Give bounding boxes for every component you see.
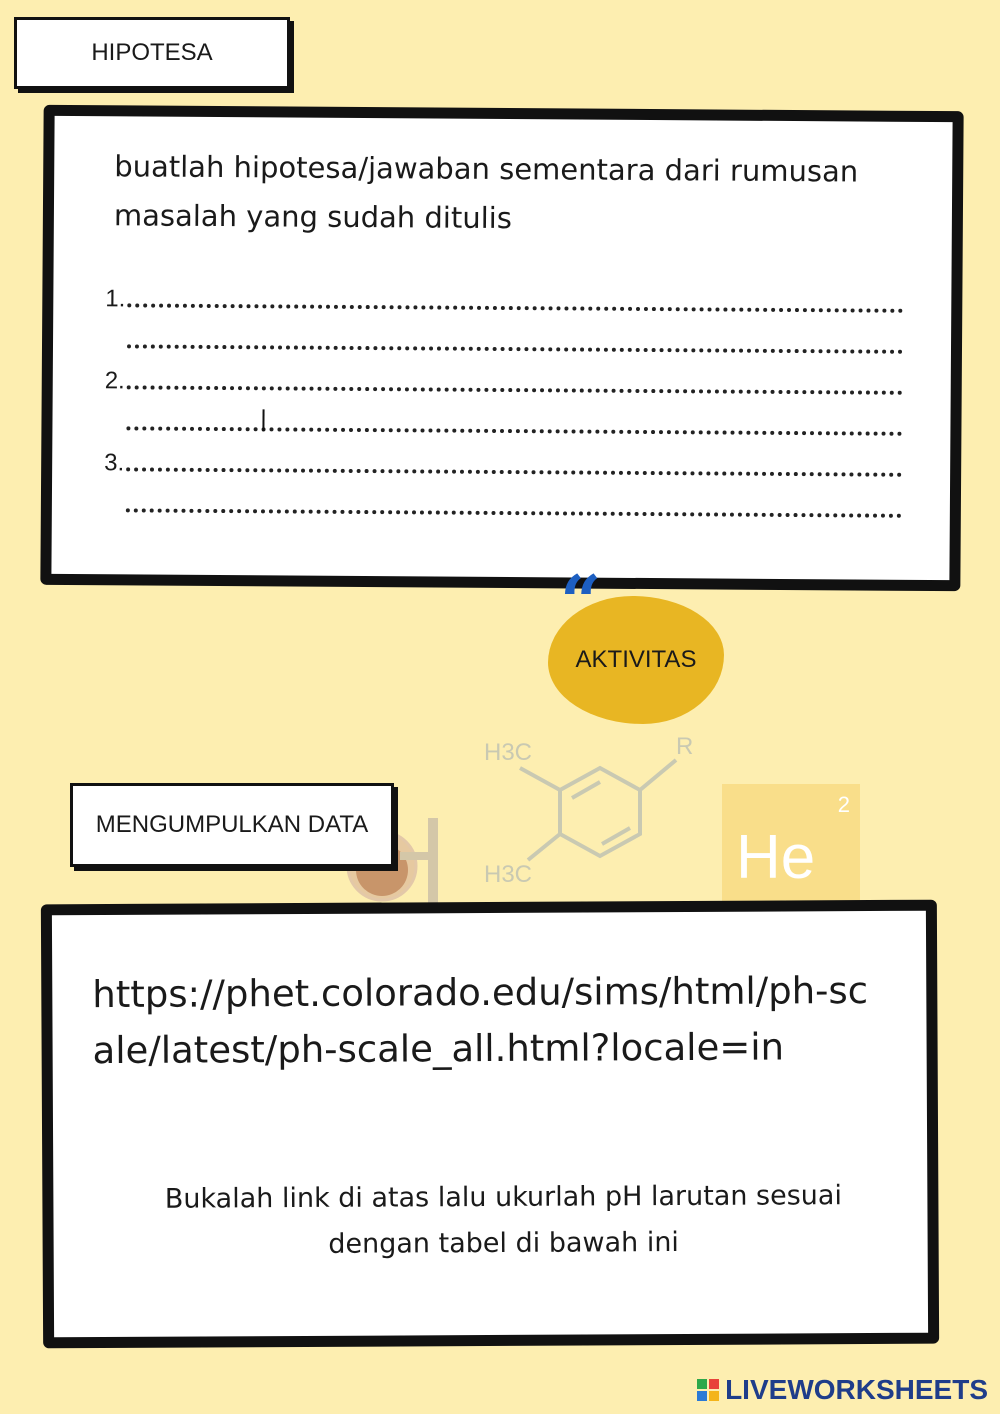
footer-brand[interactable] <box>697 1374 988 1406</box>
chem-label-h3c-bottom: H3C <box>484 861 533 888</box>
element-symbol: He <box>736 823 816 892</box>
hipotesa-label <box>14 17 290 89</box>
answer-number-2: 2. <box>104 367 125 395</box>
hipotesa-answer-list <box>102 272 904 524</box>
hipotesa-label-text: HIPOTESA <box>91 39 213 66</box>
answer-number-3: 3. <box>104 449 125 477</box>
element-tile-icon <box>722 784 860 904</box>
data-panel <box>41 900 939 1349</box>
data-section-label <box>70 783 394 867</box>
element-number: 2 <box>837 792 850 817</box>
answer-dotted-line[interactable] <box>126 447 902 476</box>
answer-dotted-line[interactable] <box>127 365 903 394</box>
answer-row-1[interactable] <box>103 272 903 319</box>
footer-brand-text: LIVEWORKSHEETS <box>725 1374 988 1405</box>
text-cursor <box>262 409 264 431</box>
quote-icon: “ <box>560 559 602 644</box>
phet-link[interactable]: https://phet.colorado.edu/sims/html/ph-scale/latest/ph-scale_all.html?locale=in <box>92 969 869 1073</box>
answer-row-2-cont[interactable] <box>102 395 902 442</box>
chem-label-h3c-top: H3C <box>484 739 533 766</box>
answer-dotted-line[interactable] <box>126 488 902 517</box>
answer-dotted-line[interactable] <box>127 283 903 312</box>
chem-label-r: R <box>676 733 694 760</box>
hipotesa-instruction: buatlah hipotesa/jawaban sementara dari rumusan masalah yang sudah ditulis <box>113 149 859 236</box>
liveworksheets-logo-icon <box>697 1379 719 1401</box>
data-instruction: Bukalah link di atas lalu ukurlah pH larutan sesuai dengan tabel di bawah ini <box>164 1180 843 1260</box>
answer-row-1-cont[interactable] <box>103 313 903 360</box>
answer-number-1: 1. <box>105 285 126 313</box>
answer-row-3[interactable] <box>102 436 902 483</box>
answer-dotted-line[interactable] <box>127 324 903 353</box>
data-section-label-text: MENGUMPULKAN DATA <box>95 811 369 838</box>
answer-row-2[interactable] <box>103 354 903 401</box>
benzene-structure-icon <box>480 730 720 900</box>
aktivitas-label: AKTIVITAS <box>575 646 697 673</box>
answer-dotted-line[interactable] <box>126 406 902 435</box>
answer-row-3-cont[interactable] <box>102 477 902 524</box>
hipotesa-panel <box>40 105 963 591</box>
